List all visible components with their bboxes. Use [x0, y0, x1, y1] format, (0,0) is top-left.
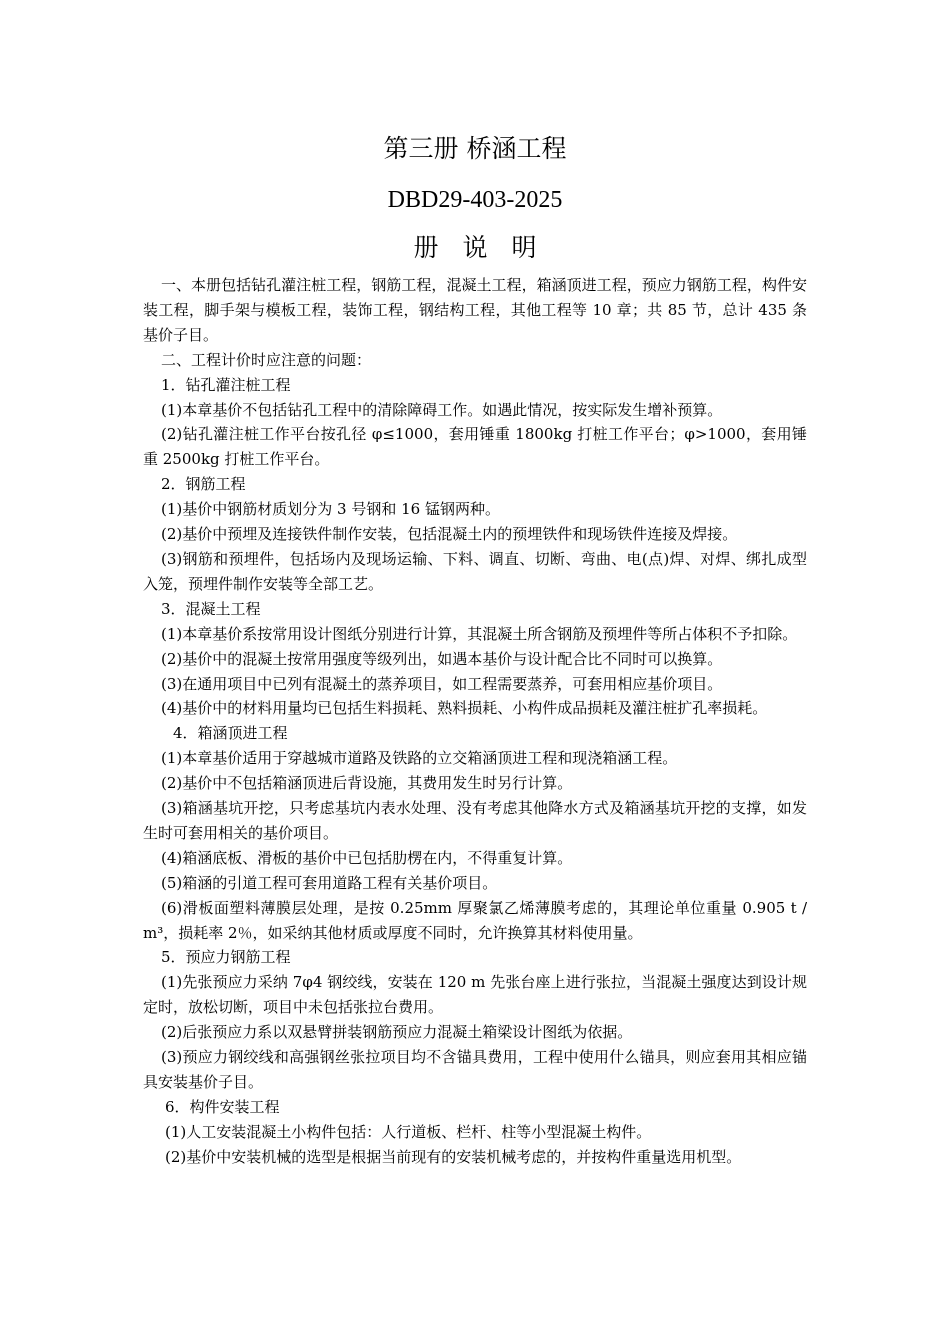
paragraph-notes-heading: 二、工程计价时应注意的问题： — [161, 350, 372, 369]
volume-title: 第三册 桥涵工程 — [383, 134, 567, 163]
section-heading-installation: 6．构件安装工程 — [165, 1097, 280, 1116]
paragraph-item: (3)在通用项目中已列有混凝土的蒸养项目，如工程需要蒸养，可套用相应基价项目。 — [161, 674, 723, 693]
paragraph-item: (2)基价中安装机械的选型是根据当前现有的安装机械考虑的，并按构件重量选用机型。 — [165, 1147, 742, 1166]
paragraph-item: (1)人工安装混凝土小构件包括：人行道板、栏杆、柱等小型混凝土构件。 — [165, 1122, 652, 1141]
paragraph-item: (1)本章基价不包括钻孔工程中的清除障碍工作。如遇此情况，按实际发生增补预算。 — [161, 400, 723, 419]
section-heading-concrete: 3．混凝土工程 — [161, 599, 261, 618]
section-heading-rebar: 2．钢筋工程 — [161, 475, 246, 494]
paragraph-item: (4)基价中的材料用量均已包括生料损耗、熟料损耗、小构件成品损耗及灌注桩扩孔率损耗。 — [161, 699, 768, 718]
paragraph-item: (3)箱涵基坑开挖，只考虑基坑内表水处理、没有考虑其他降水方式及箱涵基坑开挖的支撑，如发生时可套用相关的基价项目。 — [143, 799, 807, 842]
paragraph-item: (2)基价中预埋及连接铁件制作安装，包括混凝土内的预埋铁件和现场铁件连接及焊接。 — [161, 525, 738, 544]
paragraph-item: (2)基价中的混凝土按常用强度等级列出，如遇本基价与设计配合比不同时可以换算。 — [161, 649, 723, 668]
paragraph-item: (3)钢筋和预埋件，包括场内及现场运输、下料、调直、切断、弯曲、电(点)焊、对焊、绑扎成型入笼，预埋件制作安装等全部工艺。 — [143, 549, 807, 593]
paragraph-item: (2)基价中不包括箱涵顶进后背设施，其费用发生时另行计算。 — [161, 774, 573, 793]
paragraph-scope: 一、本册包括钻孔灌注桩工程，钢筋工程，混凝土工程，箱涵顶进工程，预应力钢筋工程，构件安装工程，脚手架与模板工程，装饰工程，钢结构工程，其他工程等 10 章；共 85 节，总计 435 条基价子目。 — [143, 276, 807, 344]
paragraph-item: (1)基价中钢筋材质划分为 3 号钢和 16 锰钢两种。 — [161, 500, 500, 519]
paragraph-item: (3)预应力钢绞线和高强钢丝张拉项目均不含锚具费用，工程中使用什么锚具，则应套用其相应锚具安装基价子目。 — [143, 1048, 807, 1091]
paragraph-item: (5)箱涵的引道工程可套用道路工程有关基价项目。 — [161, 873, 498, 892]
paragraph-item: (2)钻孔灌注桩工作平台按孔径 φ≤1000，套用锤重 1800kg 打桩工作平台；φ>1000，套用锤重 2500kg 打桩工作平台。 — [143, 425, 807, 469]
paragraph-item: (4)箱涵底板、滑板的基价中已包括肋楞在内，不得重复计算。 — [161, 848, 573, 867]
body-text — [143, 273, 807, 1170]
section-heading-box-culvert: 4．箱涵顶进工程 — [173, 724, 288, 743]
paragraph-item: (6)滑板面塑料薄膜层处理，是按 0.25mm 厚聚氯乙烯薄膜考虑的，其理论单位重量 0.905 t / m³，损耗率 2％，如采纳其他材质或厚度不同时，允许换算其材料使用量。 — [143, 898, 807, 942]
paragraph-item: (1)先张预应力采纳 7φ4 钢绞线，安装在 120 m 先张台座上进行张拉，当混凝土强度达到设计规定时，放松切断，项目中未包括张拉台费用。 — [143, 973, 807, 1017]
standard-code: DBD29-403-2025 — [387, 187, 563, 213]
section-heading-piles: 1．钻孔灌注桩工程 — [161, 375, 291, 394]
section-heading: 册说明 — [413, 233, 561, 262]
paragraph-item: (1)本章基价适用于穿越城市道路及铁路的立交箱涵顶进工程和现浇箱涵工程。 — [161, 749, 678, 768]
paragraph-item: (1)本章基价系按常用设计图纸分别进行计算，其混凝土所含钢筋及预埋件等所占体积不予扣除。 — [161, 624, 798, 643]
paragraph-item: (2)后张预应力系以双悬臂拼装钢筋预应力混凝土箱梁设计图纸为依据。 — [161, 1023, 633, 1042]
section-heading-prestressed: 5．预应力钢筋工程 — [161, 948, 291, 967]
